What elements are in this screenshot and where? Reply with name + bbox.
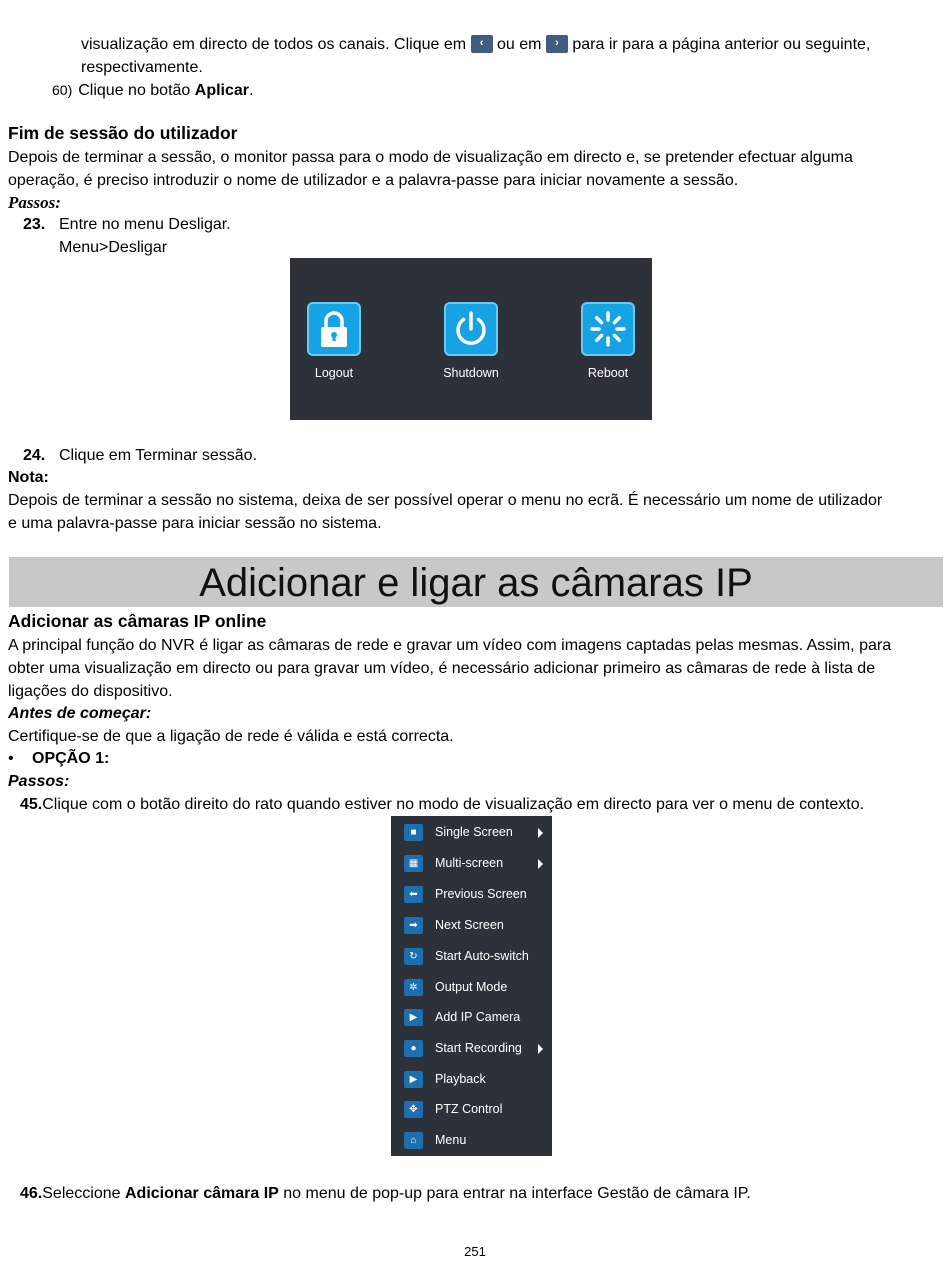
- step-45-number: 45.: [20, 796, 43, 813]
- note-label: Nota:: [8, 469, 49, 486]
- logout-para-1: Depois de terminar a sessão, o monitor passa para o modo de visualização em directo e, se pretender efectuar alguma: [8, 149, 853, 166]
- video-camera-icon: ▶: [404, 1009, 423, 1026]
- menu-item-label: Previous Screen: [435, 887, 527, 901]
- ptz-icon: ✥: [404, 1101, 423, 1118]
- before-label: Antes de começar:: [8, 705, 152, 722]
- menu-item-multi-screen[interactable]: [391, 849, 552, 879]
- step-45-text: Clique com o botão direito do rato quando estiver no modo de visualização em directo para ver o menu de contexto.: [42, 796, 865, 813]
- step-24-number: 24.: [23, 447, 46, 464]
- ipcam-steps-label: Passos:: [8, 773, 70, 790]
- menu-item-label: Start Auto-switch: [435, 949, 529, 963]
- bullet: •: [8, 750, 14, 767]
- menu-item-previous-screen[interactable]: [391, 880, 552, 910]
- menu-item-start-auto-switch[interactable]: [391, 942, 552, 972]
- menu-item-add-ip-camera[interactable]: [391, 1003, 552, 1033]
- menu-item-output-mode[interactable]: [391, 973, 552, 1003]
- menu-item-ptz-control[interactable]: [391, 1095, 552, 1125]
- logout-para-2: operação, é preciso introduzir o nome de utilizador e a palavra-passe para iniciar novamente a sessão.: [8, 172, 739, 189]
- step-23-path: Menu>Desligar: [59, 239, 168, 256]
- menu-item-next-screen[interactable]: [391, 911, 552, 941]
- option-line: [8, 747, 109, 770]
- submenu-arrow-icon: [538, 859, 543, 869]
- menu-item-menu[interactable]: [391, 1126, 552, 1156]
- step-24: [23, 444, 257, 467]
- section-banner: [9, 557, 943, 607]
- next-page-icon: ›: [546, 35, 568, 53]
- arrow-right-icon: ➡: [404, 917, 423, 934]
- shutdown-label: Shutdown: [443, 366, 499, 380]
- step-46-pre: Seleccione: [42, 1185, 121, 1202]
- shutdown-button[interactable]: [444, 302, 498, 356]
- camera-icon: ■: [404, 824, 423, 841]
- submenu-arrow-icon: [538, 1044, 543, 1054]
- arrow-left-icon: ⬅: [404, 886, 423, 903]
- menu-item-single-screen[interactable]: [391, 818, 552, 848]
- menu-item-playback[interactable]: [391, 1065, 552, 1095]
- submenu-arrow-icon: [538, 828, 543, 838]
- menu-item-label: Add IP Camera: [435, 1010, 521, 1024]
- record-icon: ●: [404, 1040, 423, 1057]
- ipcam-para-1: A principal função do NVR é ligar as câmaras de rede e gravar um vídeo com imagens captadas pelas mesmas. Assim, para: [8, 637, 892, 654]
- step-23-text: Entre no menu Desligar.: [59, 216, 231, 233]
- previous-page-icon: ‹: [471, 35, 493, 53]
- step-60-number: 60): [52, 82, 73, 98]
- context-menu: [391, 816, 552, 1156]
- step-23-number: 23.: [23, 216, 46, 233]
- step-23: [23, 213, 231, 236]
- before-text: Certifique-se de que a ligação de rede é válida e está correcta.: [8, 728, 454, 745]
- menu-item-label: Output Mode: [435, 980, 508, 994]
- page-number: 251: [464, 1244, 486, 1259]
- grid-icon: ▦: [404, 855, 423, 872]
- logout-heading: Fim de sessão do utilizador: [8, 123, 238, 143]
- step-45: [20, 793, 864, 816]
- refresh-icon: ↻: [404, 948, 423, 965]
- step-24-text: Clique em Terminar sessão.: [59, 447, 258, 464]
- menu-item-label: Start Recording: [435, 1041, 522, 1055]
- reboot-label: Reboot: [587, 366, 629, 380]
- logout-label: Logout: [314, 366, 354, 380]
- intro-line-1: [81, 33, 870, 56]
- power-dialog: [290, 258, 652, 420]
- option-label: OPÇÃO 1:: [32, 750, 110, 767]
- menu-item-label: Playback: [435, 1072, 486, 1086]
- note-line-1: Depois de terminar a sessão no sistema, deixa de ser possível operar o menu no ecrã. É necessário um nome de utilizador: [8, 492, 883, 509]
- step-60-post: .: [249, 82, 254, 99]
- intro-line-1-post: para ir para a página anterior ou seguinte,: [572, 36, 871, 53]
- logout-steps-label: Passos:: [8, 193, 61, 212]
- sun-icon: ✲: [404, 979, 423, 996]
- step-46-post: no menu de pop-up para entrar na interface Gestão de câmara IP.: [283, 1185, 751, 1202]
- step-46-bold: Adicionar câmara IP: [124, 1185, 279, 1202]
- ipcam-para-2: obter uma visualização em directo ou para gravar um vídeo, é necessário adicionar primeiro as câmaras de rede à lista de: [8, 660, 876, 677]
- reboot-button[interactable]: [581, 302, 635, 356]
- play-icon: ▶: [404, 1071, 423, 1088]
- lock-icon: [307, 302, 361, 356]
- menu-item-label: PTZ Control: [435, 1102, 503, 1116]
- note-line-2: e uma palavra-passe para iniciar sessão no sistema.: [8, 515, 382, 532]
- menu-item-label: Menu: [435, 1133, 467, 1147]
- section-banner-title: Adicionar e ligar as câmaras IP: [199, 561, 753, 605]
- menu-item-label: Single Screen: [435, 825, 513, 839]
- menu-item-label: Next Screen: [435, 918, 504, 932]
- ipcam-para-3: ligações do dispositivo.: [8, 683, 173, 700]
- step-46: [20, 1182, 751, 1205]
- reboot-icon: [581, 302, 635, 356]
- logout-button[interactable]: [307, 302, 361, 356]
- menu-item-start-recording[interactable]: [391, 1034, 552, 1064]
- intro-line-2: respectivamente.: [81, 59, 203, 76]
- step-60-pre: Clique no botão: [78, 82, 191, 99]
- menu-item-label: Multi-screen: [435, 856, 504, 870]
- step-60-bold: Aplicar: [194, 82, 250, 99]
- ipcam-heading: Adicionar as câmaras IP online: [8, 611, 267, 631]
- intro-line-1-pre: visualização em directo de todos os canais. Clique em: [81, 36, 467, 53]
- home-icon: ⌂: [404, 1132, 423, 1149]
- power-icon: [444, 302, 498, 356]
- step-60: [52, 79, 253, 102]
- intro-line-1-mid: ou em: [497, 36, 542, 53]
- step-46-number: 46.: [20, 1185, 43, 1202]
